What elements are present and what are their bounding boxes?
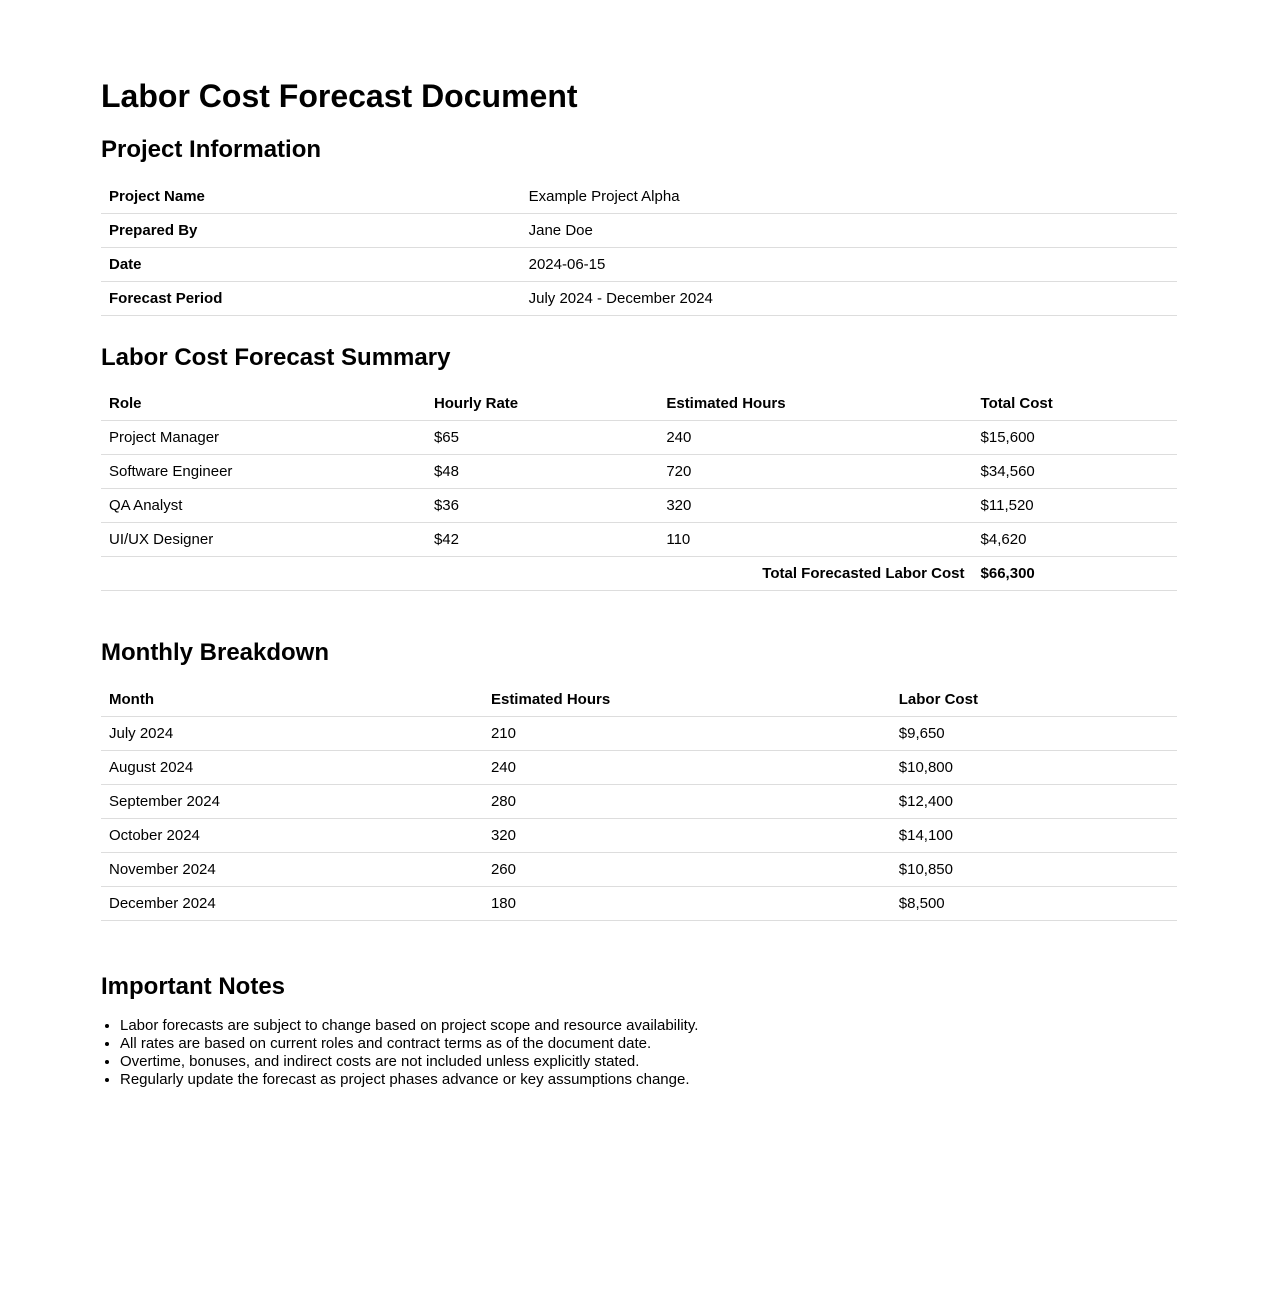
- table-row: [101, 523, 1177, 557]
- note-item: • Labor forecasts are subject to change based on project scope and resource availability.: [120, 1017, 1177, 1035]
- section-heading-project-information: Project Information: [101, 136, 322, 164]
- estimated-hours-cell: 280: [483, 784, 891, 818]
- role-cell: UI/UX Designer: [101, 523, 426, 557]
- section-heading-summary: Labor Cost Forecast Summary: [101, 343, 451, 371]
- project-name-label: Project Name: [101, 180, 521, 214]
- estimated-hours-cell: 320: [658, 489, 972, 523]
- date-label: Date: [101, 247, 521, 281]
- total-cost-cell: $34,560: [973, 455, 1177, 489]
- total-forecasted-labor-cost-label: Total Forecasted Labor Cost: [101, 557, 973, 591]
- total-cost-cell: $11,520: [973, 489, 1177, 523]
- total-forecasted-labor-cost-value: $66,300: [973, 557, 1177, 591]
- section-heading-important-notes: Important Notes: [101, 972, 286, 1000]
- estimated-hours-cell: 180: [483, 886, 891, 920]
- estimated-hours-cell: 320: [483, 818, 891, 852]
- table-row: [101, 455, 1177, 489]
- labor-cost-cell: $10,800: [891, 750, 1177, 784]
- project-info-table: [101, 180, 1177, 316]
- estimated-hours-cell: 240: [658, 421, 972, 455]
- table-row: [101, 489, 1177, 523]
- month-cell: November 2024: [101, 852, 483, 886]
- month-cell: October 2024: [101, 818, 483, 852]
- project-name-value: Example Project Alpha: [521, 180, 1177, 214]
- estimated-hours-cell: 210: [483, 716, 891, 750]
- table-row: [101, 180, 1177, 214]
- column-header-estimated-hours: Estimated Hours: [483, 683, 891, 717]
- note-item: • Regularly update the forecast as project phases advance or key assumptions change.: [120, 1071, 1177, 1089]
- summary-table: [101, 387, 1177, 591]
- role-cell: QA Analyst: [101, 489, 426, 523]
- date-value: 2024-06-15: [521, 247, 1177, 281]
- table-row: [101, 421, 1177, 455]
- forecast-period-value: July 2024 - December 2024: [521, 281, 1177, 315]
- table-header-row: [101, 683, 1177, 717]
- column-header-labor-cost: Labor Cost: [891, 683, 1177, 717]
- total-cost-cell: $15,600: [973, 421, 1177, 455]
- table-row: [101, 818, 1177, 852]
- estimated-hours-cell: 260: [483, 852, 891, 886]
- month-cell: July 2024: [101, 716, 483, 750]
- prepared-by-value: Jane Doe: [521, 213, 1177, 247]
- table-row: [101, 852, 1177, 886]
- table-total-row: [101, 557, 1177, 591]
- table-row: [101, 281, 1177, 315]
- table-row: [101, 750, 1177, 784]
- role-cell: Project Manager: [101, 421, 426, 455]
- column-header-total-cost: Total Cost: [973, 387, 1177, 421]
- table-row: [101, 784, 1177, 818]
- labor-cost-cell: $12,400: [891, 784, 1177, 818]
- estimated-hours-cell: 720: [658, 455, 972, 489]
- estimated-hours-cell: 110: [658, 523, 972, 557]
- month-cell: August 2024: [101, 750, 483, 784]
- document-page: [101, 0, 1177, 1289]
- labor-cost-cell: $10,850: [891, 852, 1177, 886]
- hourly-rate-cell: $48: [426, 455, 658, 489]
- monthly-breakdown-table: [101, 683, 1177, 921]
- hourly-rate-cell: $36: [426, 489, 658, 523]
- prepared-by-label: Prepared By: [101, 213, 521, 247]
- total-cost-cell: $4,620: [973, 523, 1177, 557]
- column-header-month: Month: [101, 683, 483, 717]
- column-header-hourly-rate: Hourly Rate: [426, 387, 658, 421]
- table-row: [101, 247, 1177, 281]
- labor-cost-cell: $9,650: [891, 716, 1177, 750]
- column-header-estimated-hours: Estimated Hours: [658, 387, 972, 421]
- hourly-rate-cell: $65: [426, 421, 658, 455]
- table-header-row: [101, 387, 1177, 421]
- hourly-rate-cell: $42: [426, 523, 658, 557]
- note-item: • All rates are based on current roles and contract terms as of the document date.: [120, 1035, 1177, 1053]
- labor-cost-cell: $14,100: [891, 818, 1177, 852]
- month-cell: September 2024: [101, 784, 483, 818]
- estimated-hours-cell: 240: [483, 750, 891, 784]
- table-row: [101, 213, 1177, 247]
- table-row: [101, 716, 1177, 750]
- page-title: Labor Cost Forecast Document: [101, 78, 578, 114]
- column-header-role: Role: [101, 387, 426, 421]
- month-cell: December 2024: [101, 886, 483, 920]
- important-notes-list: [101, 1017, 1177, 1089]
- section-heading-monthly-breakdown: Monthly Breakdown: [101, 639, 330, 667]
- note-item: • Overtime, bonuses, and indirect costs are not included unless explicitly stated.: [120, 1053, 1177, 1071]
- table-row: [101, 886, 1177, 920]
- role-cell: Software Engineer: [101, 455, 426, 489]
- labor-cost-cell: $8,500: [891, 886, 1177, 920]
- forecast-period-label: Forecast Period: [101, 281, 521, 315]
